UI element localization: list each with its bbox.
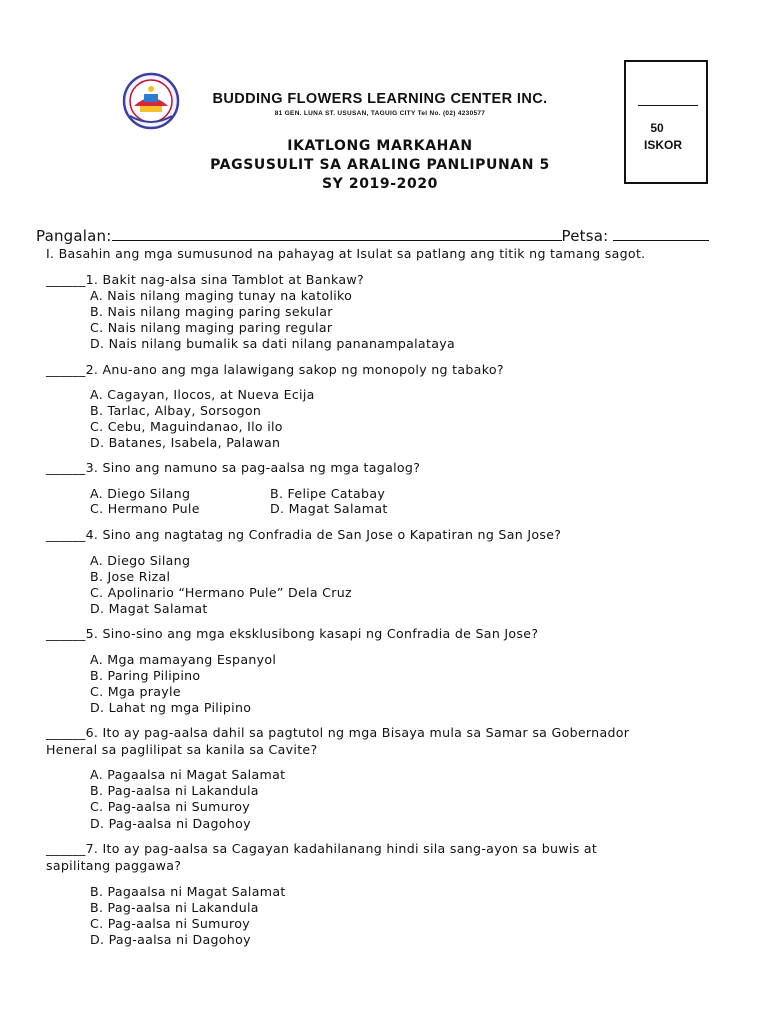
question-4: ______4. Sino ang nagtatag ng Confradia de San Jose o Kapatiran ng San Jose? (46, 527, 562, 542)
score-label: ISKOR (643, 138, 682, 152)
question-6: ______6. Ito ay pag-aalsa dahil sa pagtutol ng mga Bisaya mula sa Samar sa Gobernador (46, 725, 630, 740)
q4-choice-c: C. Apolinario “Hermano Pule” Dela Cruz (90, 585, 352, 600)
school-year: SY 2019-2020 (321, 176, 439, 192)
q7-choice-a: B. Pagaalsa ni Magat Salamat (90, 884, 286, 899)
q2-choice-d: D. Batanes, Isabela, Palawan (90, 435, 281, 450)
q4-choice-d: D. Magat Salamat (90, 601, 208, 616)
q6-choice-c: C. Pag-aalsa ni Sumuroy (90, 799, 250, 814)
q7-choice-c: C. Pag-aalsa ni Sumuroy (90, 916, 250, 931)
q7-choice-b: B. Pag-aalsa ni Lakandula (90, 900, 259, 915)
q3-choice-b: B. Felipe Catabay (270, 486, 386, 501)
q5-choice-b: B. Paring Pilipino (90, 668, 201, 683)
q3-choice-d: D. Magat Salamat (270, 501, 388, 516)
q2-choice-b: B. Tarlac, Albay, Sorsogon (90, 403, 262, 418)
name-blank[interactable] (112, 226, 562, 241)
name-date-row (36, 226, 709, 245)
question-1: ______1. Bakit nag-alsa sina Tamblot at Bankaw? (46, 272, 364, 287)
instruction: I. Basahin ang mga sumusunod na pahayag at Isulat sa patlang ang titik ng tamang sagot. (46, 246, 646, 261)
question-6-cont: Heneral sa paglilipat sa kanila sa Cavite? (46, 742, 318, 757)
q2-choice-c: C. Cebu, Maguindanao, Ilo ilo (90, 419, 283, 434)
q6-choice-b: B. Pag-aalsa ni Lakandula (90, 783, 259, 798)
q1-choice-a: A. Nais nilang maging tunay na katoliko (90, 288, 353, 303)
q5-choice-c: C. Mga prayle (90, 684, 181, 699)
q7-choice-d: D. Pag-aalsa ni Dagohoy (90, 932, 251, 947)
q5-choice-a: A. Mga mamayang Espanyol (90, 652, 277, 667)
q3-choice-a: A. Diego Silang (90, 486, 191, 501)
question-3: ______3. Sino ang namuno sa pag-aalsa ng mga tagalog? (46, 460, 421, 475)
q6-choice-d: D. Pag-aalsa ni Dagohoy (90, 816, 251, 831)
score-total: 50 (650, 121, 664, 135)
q6-choice-a: A. Pagaalsa ni Magat Salamat (90, 767, 286, 782)
q1-choice-d: D. Nais nilang bumalik sa dati nilang pananampalataya (90, 336, 455, 351)
score-blank[interactable] (638, 105, 698, 106)
exam-subject: PAGSUSULIT SA ARALING PANLIPUNAN 5 (210, 157, 550, 173)
question-2: ______2. Anu-ano ang mga lalawigang sakop ng monopoly ng tabako? (46, 362, 504, 377)
name-label: Pangalan: (36, 227, 112, 245)
question-5: ______5. Sino-sino ang mga eksklusibong kasapi ng Confradia de San Jose? (46, 626, 539, 641)
school-name: BUDDING FLOWERS LEARNING CENTER INC. (212, 91, 548, 107)
question-7: ______7. Ito ay pag-aalsa sa Cagayan kadahilanang hindi sila sang-ayon sa buwis at (46, 841, 598, 856)
q5-choice-d: D. Lahat ng mga Pilipino (90, 700, 252, 715)
q3-choice-c: C. Hermano Pule (90, 501, 200, 516)
question-7-cont: sapilitang paggawa? (46, 858, 182, 873)
quarter-title: IKATLONG MARKAHAN (287, 138, 473, 154)
date-blank[interactable] (613, 226, 709, 241)
date-label: Petsa: (561, 227, 609, 245)
score-box (624, 60, 708, 184)
q1-choice-c: C. Nais nilang maging paring regular (90, 320, 333, 335)
school-address: 81 GEN. LUNA ST. USUSAN, TAGUIG CITY Tel No. (02) 4230577 (274, 110, 486, 117)
q4-choice-b: B. Jose Rizal (90, 569, 171, 584)
q1-choice-b: B. Nais nilang maging paring sekular (90, 304, 333, 319)
q2-choice-a: A. Cagayan, Ilocos, at Nueva Ecija (90, 387, 315, 402)
q4-choice-a: A. Diego Silang (90, 553, 191, 568)
